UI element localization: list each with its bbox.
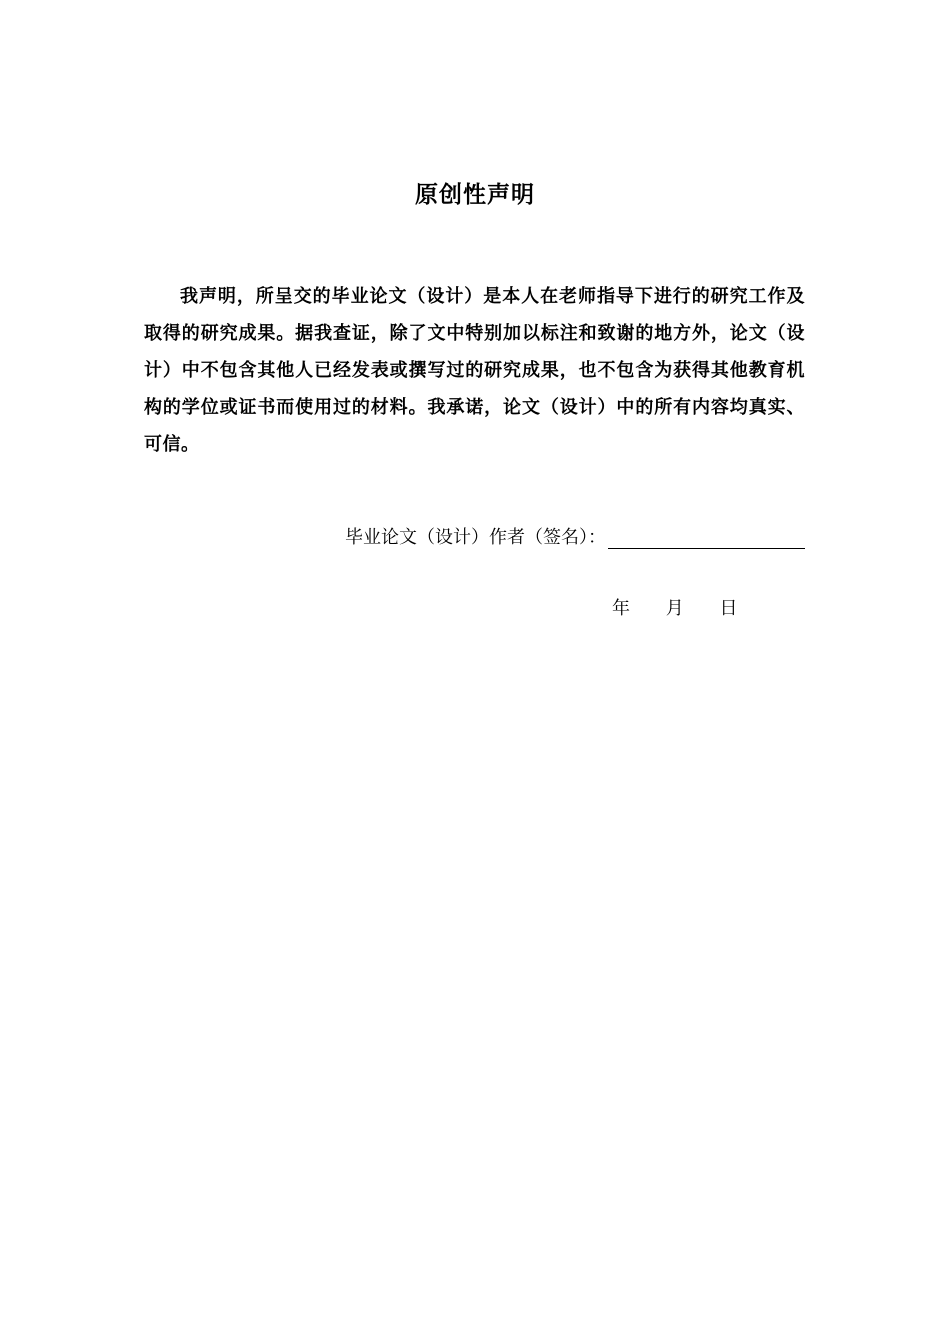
signature-field[interactable]: [608, 526, 805, 549]
statement-paragraph: 我声明，所呈交的毕业论文（设计）是本人在老师指导下进行的研究工作及取得的研究成果。据我查证，除了文中特别加以标注和致谢的地方外，论文（设计）中不包含其他人已经发表或撰写过的研究成果，也不包含为获得其他教育机构的学位或证书而使用过的材料。我承诺，论文（设计）中的所有内容均真实、可信。: [144, 286, 805, 455]
signature-row: [345, 521, 805, 549]
date-day-label: 日: [719, 598, 738, 619]
signature-label: 毕业论文（设计）作者（签名）：: [345, 527, 606, 548]
date-year-label: 年: [612, 598, 630, 619]
page-title: 原创性声明: [415, 182, 535, 208]
date-month-label: 月: [665, 598, 684, 619]
date-row: [612, 594, 737, 620]
